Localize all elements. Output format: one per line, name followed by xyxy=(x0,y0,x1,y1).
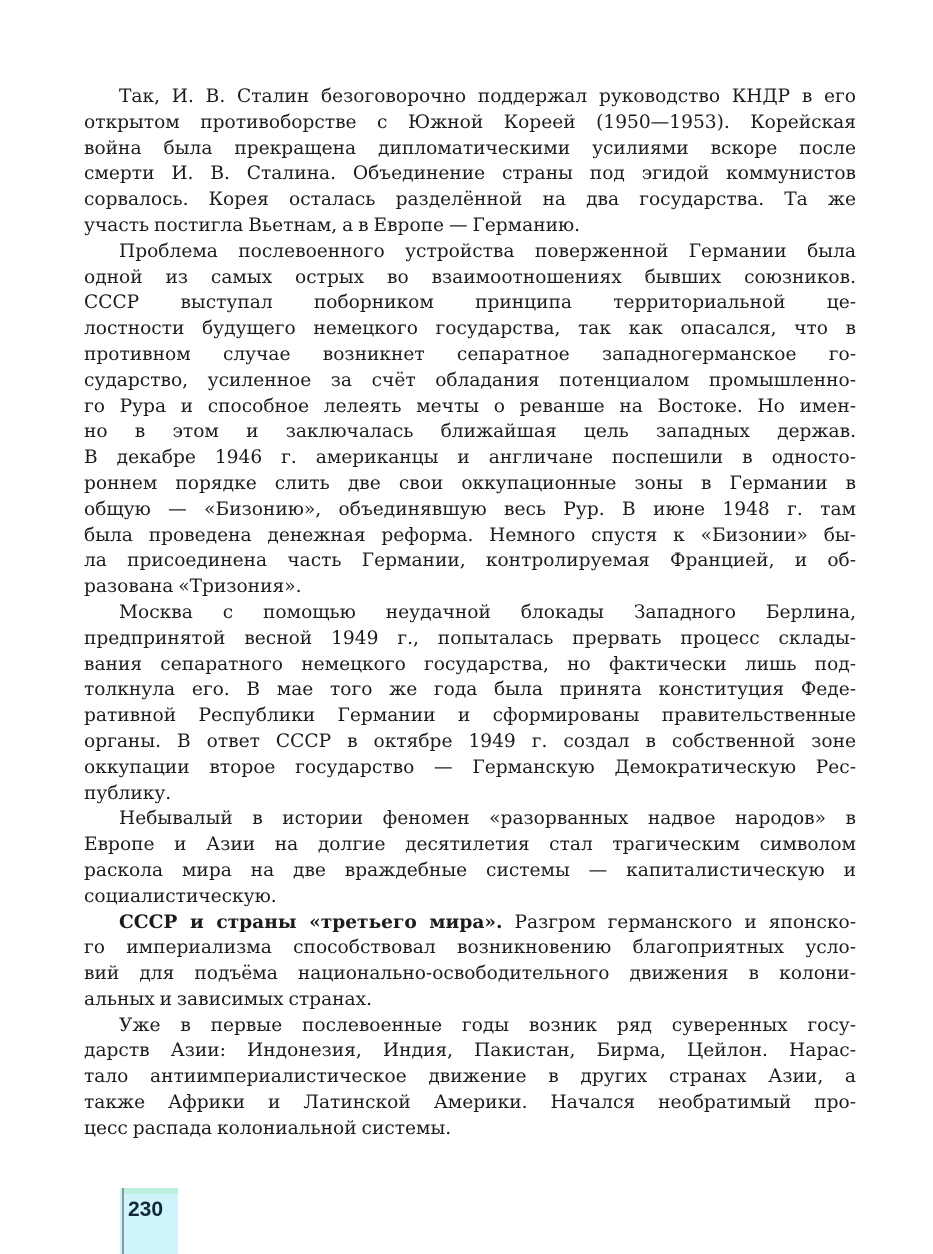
text-line: Москва с помощью неудачной блокады Западного Берлина, xyxy=(119,601,856,623)
paragraph xyxy=(84,84,856,239)
text-line: разована «Тризония». xyxy=(84,576,302,598)
text-line: го Рура и способное лелеять мечты о реванше на Востоке. Но имен- xyxy=(84,395,856,417)
text-line: роннем порядке слить две свои оккупационные зоны в Германии в xyxy=(84,472,856,494)
text-line: война была прекращена дипломатическими усилиями вскоре после xyxy=(84,137,856,159)
paragraph xyxy=(84,910,856,1013)
margin-rule xyxy=(122,1188,124,1254)
text-line: Уже в первые послевоенные годы возник ряд суверенных госу- xyxy=(119,1014,856,1036)
paragraph xyxy=(84,1013,856,1142)
text-line: социалистическую. xyxy=(84,885,277,907)
text-line: Так, И. В. Сталин безоговорочно поддержал руководство КНДР в его xyxy=(119,86,856,107)
body-text xyxy=(84,84,856,1142)
text-line xyxy=(84,910,856,936)
text-line: но в этом и заключалась ближайшая цель западных держав. xyxy=(84,421,856,443)
text-line: толкнула его. В мае того же года была принята конституция Феде- xyxy=(84,679,856,701)
text-line: сорвалось. Корея осталась разделённой на два государства. Та же xyxy=(84,189,856,211)
text-line: открытом противоборстве с Южной Кореей (1950—1953). Корейская xyxy=(84,111,856,133)
text-line: сударство, усиленное за счёт обладания потенциалом промышленно- xyxy=(84,369,856,391)
text-line: лостности будущего немецкого государства, так как опасался, что в xyxy=(84,318,856,340)
text-line: публику. xyxy=(84,782,172,804)
text-line: органы. В ответ СССР в октябре 1949 г. создал в собственной зоне xyxy=(84,730,856,752)
text-line: Европе и Азии на долгие десятилетия стал трагическим символом xyxy=(84,834,856,856)
text-line: общую — «Бизонию», объединявшую весь Рур. В июне 1948 г. там xyxy=(84,498,856,520)
paragraph xyxy=(84,806,856,909)
text-line: смерти И. В. Сталина. Объединение страны под эгидой коммунистов xyxy=(84,163,856,185)
text-line: СССР выступал поборником принципа территориальной це- xyxy=(84,292,856,314)
section-heading: СССР и страны «третьего мира». xyxy=(119,911,503,933)
text-line: раскола мира на две враждебные системы — капиталистическую и xyxy=(84,859,856,881)
text-line: альных и зависимых странах. xyxy=(84,988,373,1010)
text-line: вания сепаратного немецкого государства, но фактически лишь под- xyxy=(84,653,856,675)
text-line: тало антиимпериалистическое движение в других странах Азии, а xyxy=(84,1066,856,1088)
text-line: оккупации второе государство — Германскую Демократическую Рес- xyxy=(84,756,856,778)
text-line: была проведена денежная реформа. Немного спустя к «Бизонии» бы- xyxy=(84,524,856,546)
text-line: предпринятой весной 1949 г., попыталась прервать процесс склады- xyxy=(84,627,856,649)
text-line: противном случае возникнет сепаратное западногерманское го- xyxy=(84,343,856,365)
page-band xyxy=(124,1188,178,1194)
text-line: участь постигла Вьетнам, а в Европе — Германию. xyxy=(84,214,581,236)
line-text: Разгром германского и японско- xyxy=(502,911,856,933)
text-line: дарств Азии: Индонезия, Индия, Пакистан, Бирма, Цейлон. Нарас- xyxy=(84,1040,856,1062)
text-line: ла присоединена часть Германии, контролируемая Францией, и об- xyxy=(84,550,856,572)
text-line: вий для подъёма национально-освободительного движения в колони- xyxy=(84,963,856,985)
text-line: го империализма способствовал возникновению благоприятных усло- xyxy=(84,937,856,959)
text-line: Проблема послевоенного устройства поверженной Германии была xyxy=(119,240,856,262)
paragraph xyxy=(84,600,856,806)
page-number-box xyxy=(120,1188,178,1254)
text-line: Небывалый в истории феномен «разорванных надвое народов» в xyxy=(119,808,856,830)
text-line: ративной Республики Германии и сформированы правительственные xyxy=(84,705,856,727)
text-line: одной из самых острых во взаимоотношениях бывших союзников. xyxy=(84,266,856,288)
paragraph xyxy=(84,239,856,600)
page-number: 230 xyxy=(128,1198,164,1221)
text-line: также Африки и Латинской Америки. Начался необратимый про- xyxy=(84,1092,856,1114)
text-line: цесс распада колониальной системы. xyxy=(84,1117,452,1139)
text-line: В декабре 1946 г. американцы и англичане поспешили в односто- xyxy=(84,447,856,469)
